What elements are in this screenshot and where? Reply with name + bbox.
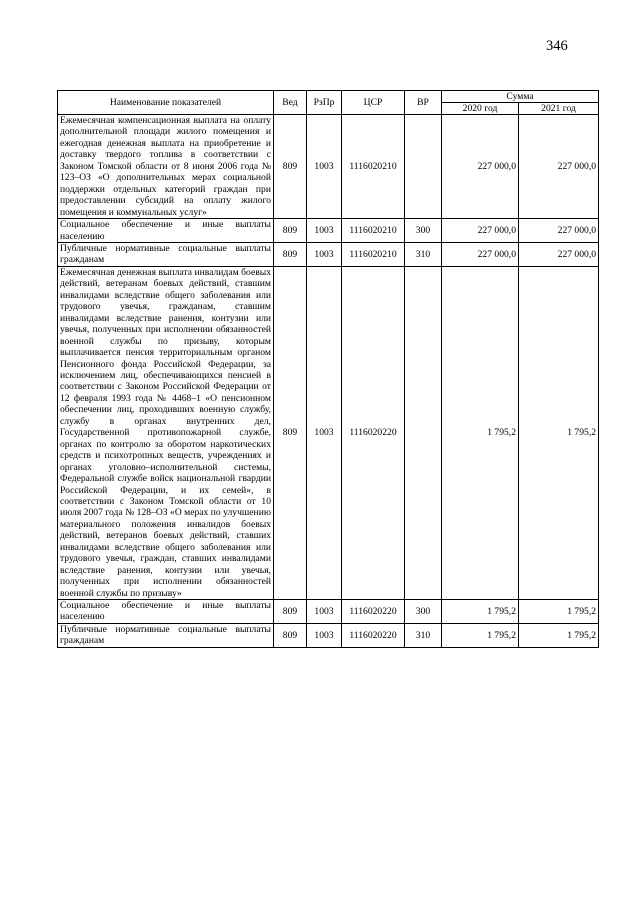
row-sum-2020-cell: 227 000,0 xyxy=(442,115,519,219)
row-name-cell: Социальное обеспечение и иные выплаты населению xyxy=(58,219,274,243)
row-vr-cell xyxy=(405,115,442,219)
row-name-cell: Публичные нормативные социальные выплаты гражданам xyxy=(58,242,274,266)
row-rzpr-cell: 1003 xyxy=(307,600,342,624)
header-name: Наименование показателей xyxy=(58,91,274,115)
row-sum-2020-cell: 1 795,2 xyxy=(442,266,519,599)
row-sum-2021-cell: 1 795,2 xyxy=(519,623,599,647)
row-csr-cell: 1116020220 xyxy=(342,600,405,624)
row-csr-cell: 1116020210 xyxy=(342,115,405,219)
row-sum-2020-cell: 1 795,2 xyxy=(442,623,519,647)
table-row xyxy=(58,623,599,647)
row-sum-2020-cell: 227 000,0 xyxy=(442,242,519,266)
header-year-2021: 2021 год xyxy=(519,103,599,115)
header-sum: Сумма xyxy=(442,91,599,103)
header-csr: ЦСР xyxy=(342,91,405,115)
row-ved-cell: 809 xyxy=(274,115,307,219)
table-body xyxy=(58,115,599,648)
row-sum-2021-cell: 1 795,2 xyxy=(519,600,599,624)
header-rzpr: РзПр xyxy=(307,91,342,115)
row-rzpr-cell: 1003 xyxy=(307,242,342,266)
row-vr-cell: 310 xyxy=(405,623,442,647)
row-ved-cell: 809 xyxy=(274,242,307,266)
row-sum-2020-cell: 227 000,0 xyxy=(442,219,519,243)
row-ved-cell: 809 xyxy=(274,623,307,647)
table-row xyxy=(58,266,599,599)
row-rzpr-cell: 1003 xyxy=(307,266,342,599)
row-sum-2021-cell: 1 795,2 xyxy=(519,266,599,599)
row-name-cell: Ежемесячная денежная выплата инвалидам боевых действий, ветеранам боевых действий, ставшим инвалидами вследствие общего заболевания или трудового увечья, гражданам, ставшим инвалидами вследствие ранения, контузии или увечья, полученных при исполнении обязанностей военной службы по призыву, которым выплачивается пенсия территориальным органом Пенсионного фонда Российской Федерации, за исключением лиц, обеспечивающихся пенсией в соответствии с Законом Российской Федерации от 12 февраля 1993 года № 4468–1 «О пенсионном обеспечении лиц, проходивших военную службу, службу в органах внутренних дел, Государственной противопожарной службе, органах по контролю за оборотом наркотических средств и психотропных веществ, учреждениях и органах уголовно–исполнительной системы, Федеральной службе войск национальной гвардии Российской Федерации, и их семей», в соответствии с Законом Томской области от 10 июля 2007 года № 128–ОЗ «О мерах по улучшению материального положения инвалидов боевых действий, ветеранов боевых действий, ставших инвалидами вследствие общего заболевания или трудового увечья, граждан, ставших инвалидами вследствие ранения, контузии или увечья, полученных при исполнении обязанностей военной службы по призыву» xyxy=(58,266,274,599)
header-year-2020: 2020 год xyxy=(442,103,519,115)
row-name-cell: Публичные нормативные социальные выплаты гражданам xyxy=(58,623,274,647)
row-sum-2021-cell: 227 000,0 xyxy=(519,219,599,243)
row-csr-cell: 1116020220 xyxy=(342,623,405,647)
row-rzpr-cell: 1003 xyxy=(307,219,342,243)
header-ved: Вед xyxy=(274,91,307,115)
table-row xyxy=(58,115,599,219)
row-vr-cell: 300 xyxy=(405,600,442,624)
row-ved-cell: 809 xyxy=(274,219,307,243)
table-row xyxy=(58,219,599,243)
row-name-cell: Ежемесячная компенсационная выплата на оплату дополнительной площади жилого помещения и ежегодная денежная выплата на приобретение и доставку твердого топлива в соответствии с Законом Томской области от 8 июня 2006 года № 123–ОЗ «О дополнительных мерах социальной поддержки отдельных категорий граждан при предоставлении субсидий на оплату жилого помещения и коммунальных услуг» xyxy=(58,115,274,219)
row-vr-cell: 310 xyxy=(405,242,442,266)
row-sum-2021-cell: 227 000,0 xyxy=(519,115,599,219)
row-vr-cell: 300 xyxy=(405,219,442,243)
row-sum-2021-cell: 227 000,0 xyxy=(519,242,599,266)
row-rzpr-cell: 1003 xyxy=(307,115,342,219)
table-row xyxy=(58,600,599,624)
row-csr-cell: 1116020210 xyxy=(342,219,405,243)
header-row xyxy=(58,91,599,103)
table-row xyxy=(58,242,599,266)
header-vr: ВР xyxy=(405,91,442,115)
page-number: 346 xyxy=(546,38,568,54)
row-vr-cell xyxy=(405,266,442,599)
budget-table xyxy=(57,90,599,648)
row-ved-cell: 809 xyxy=(274,266,307,599)
row-name-cell: Социальное обеспечение и иные выплаты населению xyxy=(58,600,274,624)
row-csr-cell: 1116020210 xyxy=(342,242,405,266)
row-sum-2020-cell: 1 795,2 xyxy=(442,600,519,624)
row-ved-cell: 809 xyxy=(274,600,307,624)
row-csr-cell: 1116020220 xyxy=(342,266,405,599)
row-rzpr-cell: 1003 xyxy=(307,623,342,647)
